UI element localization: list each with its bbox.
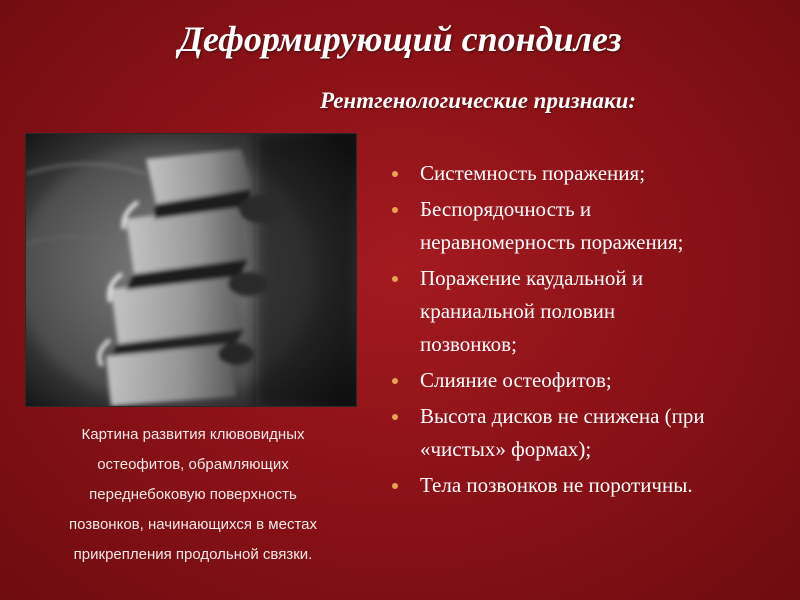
- bullet-dot-icon: [392, 207, 398, 213]
- list-item-text: Системность поражения;: [420, 161, 646, 185]
- slide-subtitle: Рентгенологические признаки:: [320, 88, 637, 113]
- list-item-text: Слияние остеофитов;: [420, 368, 612, 392]
- list-item-text: Высота дисков не снижена (при: [420, 404, 705, 428]
- bullet-dot-icon: [392, 414, 398, 420]
- bullet-dot-icon: [392, 276, 398, 282]
- slide-title: Деформирующий спондилез: [178, 19, 622, 59]
- caption-line: Картина развития клювовидных: [81, 426, 305, 443]
- list-item: [390, 400, 785, 466]
- signs-list: [390, 157, 785, 505]
- list-item-text: краниальной половин: [420, 299, 616, 323]
- list-item: [390, 262, 785, 361]
- bullet-dot-icon: [392, 171, 398, 177]
- bullet-dot-icon: [392, 483, 398, 489]
- xray-image: [25, 133, 357, 407]
- list-item: [390, 193, 785, 259]
- caption-line: остеофитов, обрамляющих: [97, 456, 289, 473]
- caption-line: переднебоковую поверхность: [89, 486, 297, 503]
- list-item-text: «чистых» формах);: [420, 437, 592, 461]
- list-item-text: неравномерность поражения;: [420, 230, 684, 254]
- bullet-dot-icon: [392, 378, 398, 384]
- caption-line: позвонков, начинающихся в местах: [68, 516, 318, 533]
- list-item: [390, 469, 785, 502]
- list-item-text: Беспорядочность и: [420, 197, 592, 221]
- list-item: [390, 157, 785, 190]
- spine-xray-illustration: [26, 134, 356, 406]
- list-item-text: Поражение каудальной и: [420, 266, 644, 290]
- list-item-text: Тела позвонков не поротичны.: [420, 473, 693, 497]
- caption-line: прикрепления продольной связки.: [73, 546, 313, 563]
- xray-caption: [28, 420, 358, 570]
- list-item-text: позвонков;: [420, 332, 517, 356]
- list-item: [390, 364, 785, 397]
